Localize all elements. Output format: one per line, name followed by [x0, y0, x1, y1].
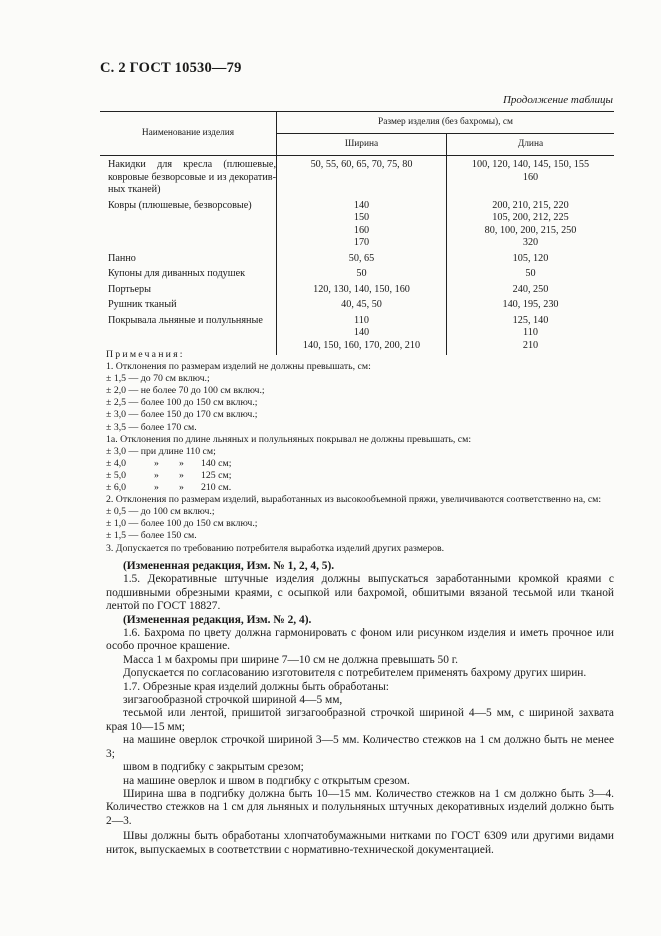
column-header-size: Размер изделия (без бахромы), см [277, 112, 615, 134]
paragraph: Масса 1 м бахромы при ширине 7—10 см не должна превышать 50 г. [123, 653, 458, 666]
row-length-value: 160 [522, 171, 539, 183]
note-item: ± 3,0 — при длине 110 см; [106, 445, 216, 457]
paragraph: тесьмой или лентой, пришитой зигзагообразной строчкой шириной 4—5 мм, с шириной захвата края 10—15 мм; [106, 707, 614, 733]
column-header-width: Ширина [277, 134, 447, 156]
row-name: Покрывала льняные и полульняные [108, 314, 263, 326]
ditto-mark: » [154, 469, 159, 481]
size-table [100, 111, 614, 355]
row-length-value: 240, 250 [512, 283, 549, 295]
row-width-value: 50, 55, 60, 65, 70, 75, 80 [310, 159, 413, 170]
note-2: 2. Отклонения по размерам изделий, выработанных из высокообъемной пряжи, увеличиваются соответственно на, см: [106, 494, 602, 506]
row-width-value: 160 [353, 224, 370, 236]
row-name: Рушник тканый [108, 299, 177, 310]
row-width-value: 150 [353, 212, 370, 223]
table-row [100, 281, 614, 297]
table-row [100, 197, 614, 250]
row-length-value: 105, 200, 212, 225 [492, 212, 569, 223]
row-width-value: 140, 150, 160, 170, 200, 210 [302, 339, 421, 351]
note-ditto-row [106, 458, 614, 470]
table-row [100, 250, 614, 266]
table-row [100, 296, 614, 312]
clause-1-5: 1.5. Декоративные штучные изделия должны выпускаться заработанными кромкой краями с подшивными обрезными краями, с осыпкой или бахромой, обшитыми вязаной тесьмой или тканой лентой по ГОСТ 18827. [106, 573, 614, 613]
notes-title: Примечания: [106, 349, 185, 360]
row-width-value: 120, 130, 140, 150, 160 [313, 283, 410, 295]
tolerance: ± 5,0 [106, 469, 127, 481]
note-item: ± 1,5 — более 150 см. [106, 530, 197, 542]
row-name: Накидки для кресла (плюшевые, ковровые безворсовые и из декоратив-ных тканей) [108, 159, 276, 195]
clause-1-7: 1.7. Обрезные края изделий должны быть обработаны: [123, 680, 389, 693]
paragraph: Швы должны быть обработаны хлопчатобумажными нитками по ГОСТ 6309 или другими видами ниток, выпускаемых в соответствии с нормативно-технической документацией. [106, 830, 614, 856]
row-length-value: 210 [522, 339, 539, 351]
row-width-value: 40, 45, 50 [341, 299, 382, 310]
page-header: С. 2 ГОСТ 10530—79 [100, 60, 242, 76]
column-header-length: Длина [447, 134, 615, 156]
paragraph: на машине оверлок строчкой шириной 3—5 мм. Количество стежков на 1 см должно быть не менее 3; [106, 734, 614, 760]
note-item: ± 2,5 — более 100 до 150 см включ.; [106, 397, 258, 409]
tolerance: ± 4,0 [106, 457, 127, 469]
row-length-value: 200, 210, 215, 220 [492, 199, 569, 211]
row-length-value: 320 [522, 237, 539, 248]
table-row [100, 156, 614, 197]
table-notes [106, 349, 614, 555]
length-value: 210 см. [201, 482, 232, 494]
row-length-value: 80, 100, 200, 215, 250 [484, 224, 577, 236]
row-length-value: 140, 195, 230 [502, 299, 559, 310]
note-item: ± 1,5 — до 70 см включ.; [106, 373, 210, 385]
ditto-mark: » [154, 482, 159, 494]
table-row [100, 265, 614, 281]
row-length-value: 50 [525, 268, 536, 279]
row-length-value: 110 [523, 327, 538, 338]
note-item: ± 0,5 — до 100 см включ.; [106, 506, 215, 518]
row-name: Купоны для диванных подушек [108, 268, 246, 279]
row-width-value: 50 [356, 268, 367, 279]
length-value: 140 см; [201, 457, 232, 469]
amendment-note: (Измененная редакция, Изм. № 2, 4). [123, 613, 312, 626]
ditto-mark: » [179, 469, 184, 481]
row-length-value: 100, 120, 140, 145, 150, 155 [471, 159, 590, 170]
row-name: Панно [108, 252, 136, 264]
note-ditto-row [106, 482, 614, 494]
amendment-note: (Измененная редакция, Изм. № 1, 2, 4, 5). [123, 560, 335, 572]
note-3: 3. Допускается по требованию потребителя выработка изделий других размеров. [106, 542, 445, 554]
row-width-value: 170 [353, 237, 370, 248]
paragraph: швом в подгибку с закрытым срезом; [123, 761, 304, 774]
row-length-value: 105, 120 [512, 252, 549, 264]
paragraph: на машине оверлок и швом в подгибку с открытым срезом. [123, 774, 410, 787]
row-width-value: 140 [353, 327, 370, 338]
document-body [106, 560, 614, 857]
note-item: ± 3,0 — более 150 до 170 см включ.; [106, 409, 258, 421]
tolerance: ± 6,0 [106, 482, 127, 494]
paragraph: Ширина шва в подгибку должна быть 10—15 мм. Количество стежков на 1 см должно быть 3—4. Количество стежков на 1 см для льняных и полульняных штучных декоративных изделий должно быть 2—3. [106, 787, 614, 827]
length-value: 125 см; [201, 469, 232, 481]
row-name: Ковры (плюшевые, безворсовые) [108, 199, 252, 211]
row-width-value: 140 [353, 199, 370, 211]
column-header-name: Наименование изделия [100, 112, 277, 156]
note-ditto-row [106, 470, 614, 482]
row-width-value: 50, 65 [348, 252, 375, 264]
note-1a: 1а. Отклонения по длине льняных и полульняных покрывал не должны превышать, см: [106, 433, 472, 445]
row-width-value: 110 [354, 314, 369, 326]
ditto-mark: » [154, 457, 159, 469]
ditto-mark: » [179, 457, 184, 469]
table-continuation-label: Продолжение таблицы [502, 94, 613, 106]
paragraph: Допускается по согласованию изготовителя с потребителем применять бахрому других ширин. [123, 667, 587, 680]
note-item: ± 2,0 — не более 70 до 100 см включ.; [106, 385, 265, 397]
note-1: 1. Отклонения по размерам изделий не должны превышать, см: [106, 361, 371, 373]
ditto-mark: » [179, 482, 184, 494]
row-name: Портьеры [108, 283, 151, 295]
note-item: ± 3,5 — более 170 см. [106, 421, 197, 433]
paragraph: зигзагообразной строчкой шириной 4—5 мм, [123, 694, 343, 707]
note-item: ± 1,0 — более 100 до 150 см включ.; [106, 518, 258, 530]
row-length-value: 125, 140 [512, 314, 549, 326]
clause-1-6: 1.6. Бахрома по цвету должна гармонировать с фоном или рисунком изделия и иметь прочное или особо прочное крашение. [106, 627, 614, 653]
